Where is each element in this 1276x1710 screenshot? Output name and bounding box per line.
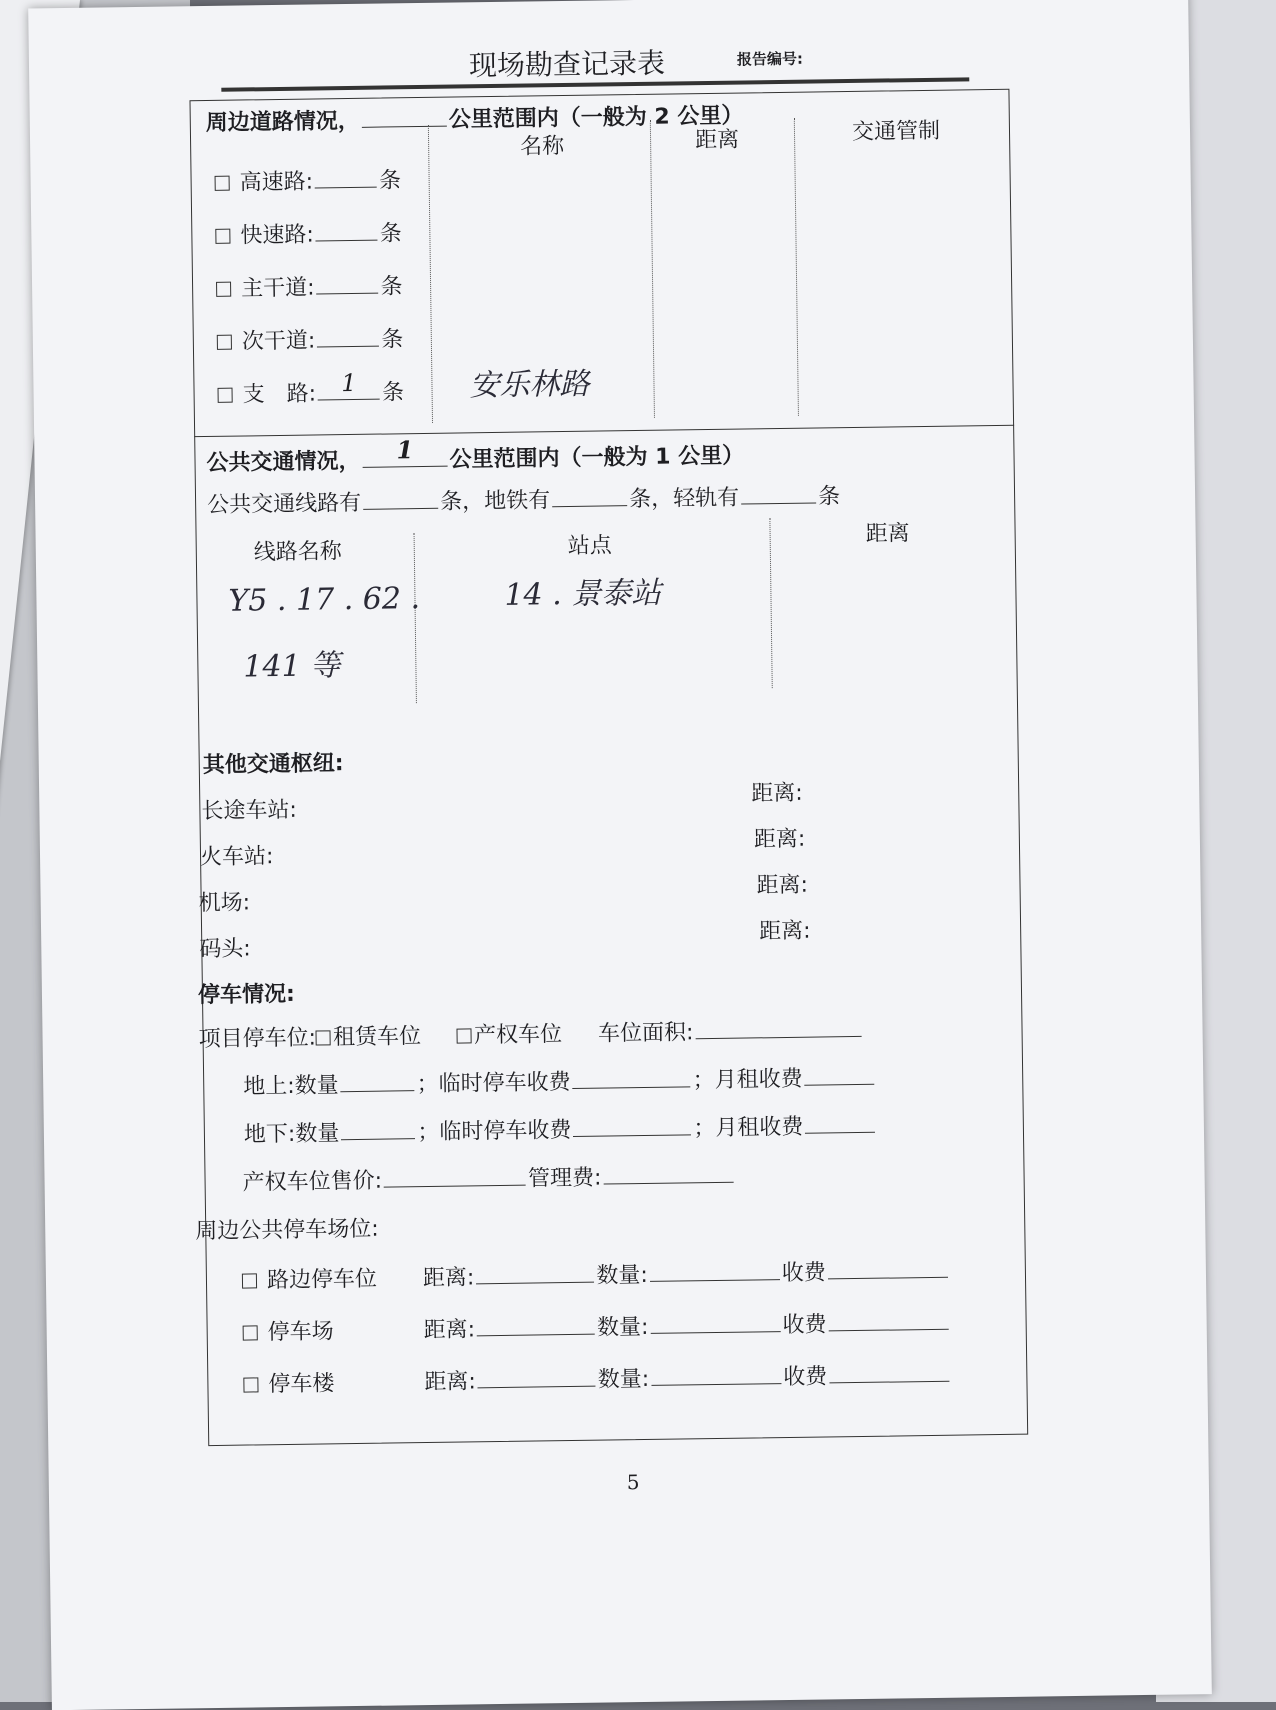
road-row-branch: 支 路: 1 条: [217, 375, 404, 409]
roadside-count-field[interactable]: [650, 1278, 780, 1282]
public-parking-title: 周边公共停车场位:: [195, 1216, 379, 1245]
handwritten-bus-lines: Y5 . 17 . 62 .: [228, 581, 421, 619]
hub-train-station-distance: 距离:: [753, 826, 806, 853]
road-row-fast: 快速路: 条: [215, 216, 402, 250]
lot-distance-field[interactable]: [477, 1333, 595, 1337]
road-checkbox-main[interactable]: [216, 282, 231, 297]
ground-parking-row: 地上:数量 ；临时停车收费 ；月租收费: [243, 1061, 877, 1101]
rent-parking-checkbox[interactable]: [316, 1030, 331, 1045]
parking-lot-checkbox[interactable]: [243, 1325, 258, 1340]
road-checkbox-expressway[interactable]: [215, 176, 230, 191]
garage-count-field[interactable]: [651, 1382, 781, 1386]
parking-area-field[interactable]: [695, 1035, 861, 1039]
hub-bus-station-distance: 距离:: [751, 780, 803, 807]
lightrail-lines-field[interactable]: [741, 502, 816, 505]
owned-parking-checkbox[interactable]: [457, 1028, 472, 1043]
roadside-checkbox[interactable]: [242, 1273, 257, 1288]
roadside-fee-field[interactable]: [828, 1276, 948, 1280]
lot-count-field[interactable]: [651, 1330, 781, 1334]
road-count-fast[interactable]: [316, 239, 378, 242]
col-name-header: 名称: [519, 133, 565, 160]
transit-lines-row: 公共交通线路有 条，地铁有 条，轻轨有 条: [206, 484, 841, 519]
col-distance-header: 距离: [694, 127, 740, 154]
under-qty-field[interactable]: [341, 1137, 415, 1140]
hub-bus-station-label: 长途车站:: [201, 797, 298, 825]
project-parking-row: 项目停车位: 租赁车位 产权车位 车位面积:: [198, 1013, 863, 1053]
public-roadside-row: 路边停车位 距离: 数量: 收费: [242, 1254, 950, 1295]
handwritten-road-name: 安乐林路: [469, 366, 590, 404]
transit-radius-field[interactable]: 1: [363, 465, 448, 468]
road-count-main[interactable]: [317, 292, 379, 295]
roads-title: 周边道路情况， 公里范围内（一般为 2 公里）: [205, 103, 744, 136]
road-row-main: 主干道: 条: [216, 269, 403, 303]
road-checkbox-secondary[interactable]: [217, 335, 232, 350]
transit-lines-field[interactable]: [363, 507, 438, 510]
handwritten-station: 14 . 景泰站: [504, 575, 662, 613]
ground-monthly-fee-field[interactable]: [805, 1083, 875, 1086]
report-number-label: 报告编号:: [736, 49, 804, 69]
col-station-header: 站点: [567, 533, 612, 559]
transit-title: 公共交通情况， 1 公里范围内（一般为 1 公里）: [206, 435, 745, 477]
road-row-expressway: 高速路: 条: [214, 163, 401, 197]
under-temp-fee-field[interactable]: [573, 1133, 691, 1137]
garage-distance-field[interactable]: [478, 1385, 596, 1389]
road-count-branch[interactable]: 1: [318, 398, 380, 401]
ground-temp-fee-field[interactable]: [573, 1085, 691, 1089]
garage-fee-field[interactable]: [829, 1380, 949, 1384]
road-row-secondary: 次干道: 条: [217, 322, 404, 356]
page-number: 5: [626, 1470, 640, 1495]
underground-parking-row: 地下:数量 ；临时停车收费 ；月租收费: [244, 1109, 878, 1149]
hubs-title: 其他交通枢纽:: [202, 751, 344, 779]
roads-radius-field[interactable]: [362, 125, 447, 128]
parking-garage-checkbox[interactable]: [243, 1377, 258, 1392]
page-title: 现场勘查记录表: [468, 46, 666, 83]
road-checkbox-branch[interactable]: [218, 388, 233, 403]
hub-pier-distance: 距离:: [758, 918, 811, 945]
handwritten-bus-lines-2: 141 等: [243, 648, 341, 685]
under-monthly-fee-field[interactable]: [805, 1131, 875, 1134]
hub-airport-label: 机场:: [198, 890, 251, 917]
road-count-secondary[interactable]: [317, 345, 379, 348]
col-line-header: 线路名称: [253, 539, 342, 566]
lot-fee-field[interactable]: [829, 1328, 949, 1332]
mgmt-fee-field[interactable]: [603, 1181, 733, 1185]
metro-lines-field[interactable]: [552, 504, 627, 507]
form-page: [28, 0, 1212, 1710]
col-traffic-header: 交通管制: [851, 118, 941, 145]
col-transit-distance-header: 距离: [865, 521, 910, 547]
road-count-expressway[interactable]: [315, 186, 377, 189]
hub-airport-distance: 距离:: [756, 872, 809, 899]
sale-price-field[interactable]: [384, 1184, 526, 1188]
public-lot-row: 停车场 距离: 数量: 收费: [242, 1306, 950, 1347]
hub-train-station-label: 火车站:: [199, 844, 274, 871]
roadside-distance-field[interactable]: [476, 1281, 594, 1285]
road-checkbox-fast[interactable]: [215, 229, 230, 244]
hub-pier-label: 码头:: [199, 936, 251, 963]
public-garage-row: 停车楼 距离: 数量: 收费: [243, 1358, 951, 1399]
sale-price-row: 产权车位售价: 管理费:: [242, 1159, 735, 1197]
parking-title: 停车情况:: [197, 981, 295, 1009]
ground-qty-field[interactable]: [341, 1089, 415, 1092]
